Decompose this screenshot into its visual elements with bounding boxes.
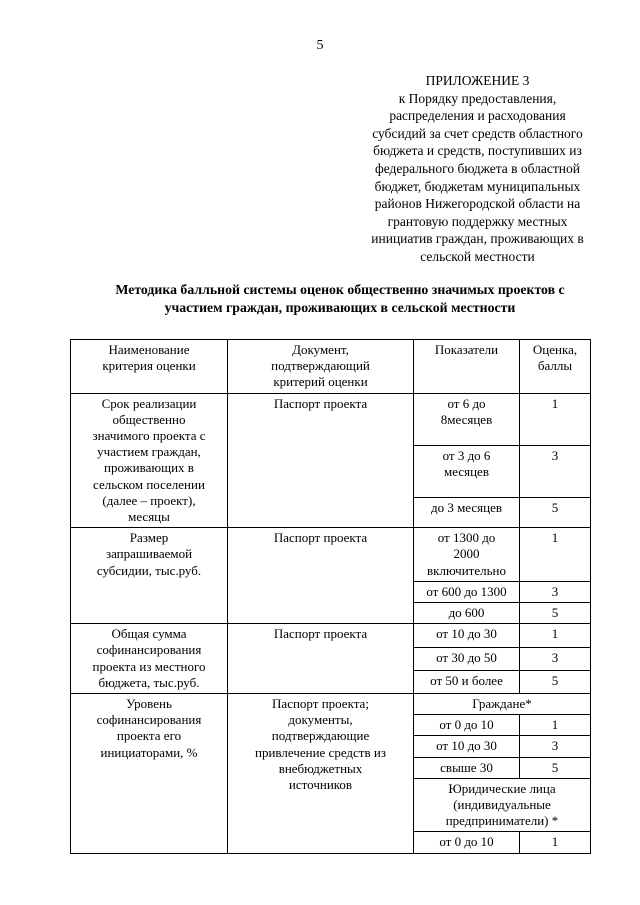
document-cell [228,393,414,528]
score-cell [520,757,591,778]
document-cell-line: источников [288,777,353,793]
indicator-cell-line: от 10 до 30 [436,738,497,754]
indicator-cell-line: месяцев [444,464,489,480]
indicator-cell-line: от 30 до 50 [436,649,497,665]
table-header-row [71,340,591,394]
score-cell [520,670,591,693]
score-cell [520,736,591,757]
header-score [520,340,591,394]
appendix-line: к Порядку предоставления, [398,90,557,106]
indicator-cell [414,647,520,670]
indicator-cell [414,757,520,778]
criteria-table [70,339,591,854]
header-criterion [71,340,228,394]
criterion-cell-line: Размер [129,530,169,546]
criterion-cell [71,624,228,694]
criterion-cell-line: инициаторами, % [100,744,198,760]
indicator-cell-line: свыше 30 [440,759,493,775]
indicator-cell [414,715,520,736]
document-cell-line: Паспорт проекта [273,530,368,546]
criterion-cell-line: запрашиваемой [105,546,193,562]
criterion-cell-line: проживающих в [104,460,194,476]
header-text: критерия оценки [102,358,196,374]
criterion-cell-line: значимого проекта с [92,428,206,444]
appendix-line: распределения и расходования [389,108,566,124]
title-line-2: участием граждан, проживающих в сельской местности [164,299,516,315]
indicator-cell-line: от 50 и более [430,672,503,688]
score-cell-line: 3 [551,738,559,754]
document-title [70,281,610,316]
criterion-cell-line: софинансирования [96,642,202,658]
score-cell-line: 1 [551,717,559,733]
criterion-cell-line: проекта его [116,728,182,744]
score-cell-line: 3 [551,649,559,665]
score-cell-line: 5 [551,672,559,688]
group-header-cell [414,778,591,832]
criterion-cell-line: субсидии, тыс.руб. [96,562,202,578]
appendix-line: районов Нижегородской области на [374,196,581,212]
score-cell [520,498,591,528]
appendix-line: сельской местности [420,248,535,264]
score-cell [520,581,591,602]
criterion-cell-line: сельском поселении [93,476,205,492]
header-text: критерий оценки [273,374,368,390]
indicator-cell-line: 8месяцев [440,411,493,427]
score-cell-line: 5 [551,759,559,775]
score-cell-line: 3 [551,583,559,599]
criterion-cell-line: месяцы [128,509,170,525]
document-cell-line: документы, [288,712,353,728]
table-row [71,694,591,715]
header-text: Оценка, [532,342,578,357]
document-cell-line: Паспорт проекта; [272,696,369,712]
score-cell-line: 1 [551,626,559,642]
document-cell-line: Паспорт проекта [273,395,368,411]
indicator-cell-line: от 3 до 6 [442,448,491,464]
appendix-line: грантовую поддержку местных [387,213,568,229]
document-cell-line: внебюджетных [278,760,363,776]
indicator-cell [414,832,520,853]
table-row [71,393,591,445]
indicator-cell [414,446,520,498]
criterion-cell [71,528,228,624]
indicator-cell-line: от 0 до 10 [439,717,494,733]
header-indicators [414,340,520,394]
title-line-1: Методика балльной системы оценок общественно значимых проектов с [115,282,565,297]
score-cell [520,446,591,498]
indicator-cell-line: от 600 до 1300 [426,583,507,599]
document-cell-line: привлечение средств из [255,744,386,760]
document-cell-line: Паспорт проекта [273,626,368,642]
header-document [228,340,414,394]
indicator-cell [414,498,520,528]
indicator-cell [414,528,520,582]
group-header-cell-line: предприниматели) * [445,813,559,829]
score-cell-line: 1 [551,834,559,850]
score-cell-line: 5 [551,605,559,621]
criterion-cell-line: проекта из местного [92,658,206,674]
appendix-line: федерального бюджета в областной [374,160,581,176]
score-cell [520,715,591,736]
header-text: подтверждающий [271,358,370,374]
appendix-line: бюджета и средств, поступивших из [373,143,582,159]
criterion-cell-line: бюджета, тыс.руб. [98,674,200,690]
criterion-cell-line: общественно [112,411,186,427]
header-text: баллы [537,358,573,374]
document-cell [228,528,414,624]
indicator-cell-line: включительно [427,562,506,578]
score-cell [520,832,591,853]
header-text: Наименование [108,342,190,357]
indicator-cell-line: от 10 до 30 [436,626,497,642]
group-header-cell-line: (индивидуальные [453,797,551,813]
criterion-cell-line: Срок реализации [101,395,197,411]
score-cell [520,603,591,624]
header-text: Документ, [292,342,349,357]
indicator-cell [414,393,520,445]
indicator-cell [414,581,520,602]
indicator-cell [414,736,520,757]
table-row [71,624,591,647]
indicator-cell-line: от 0 до 10 [439,834,494,850]
document-cell [228,624,414,694]
group-header-cell [414,694,591,715]
criterion-cell-line: Общая сумма [111,626,187,642]
score-cell-line: 5 [551,500,559,516]
score-cell-line: 1 [551,395,559,411]
document-cell [228,694,414,854]
group-header-cell-line: Граждане* [472,696,532,712]
appendix-line: инициатив граждан, проживающих в [371,231,584,247]
indicator-cell [414,603,520,624]
indicator-cell [414,624,520,647]
criterion-cell-line: софинансирования [96,712,202,728]
score-cell [520,528,591,582]
criterion-cell [71,694,228,854]
indicator-cell [414,670,520,693]
score-cell [520,393,591,445]
header-text: Показатели [434,342,499,357]
score-cell [520,647,591,670]
indicator-cell-line: от 1300 до [437,530,496,546]
appendix-header [345,72,610,266]
group-header-cell-line: Юридические лица [448,780,556,796]
appendix-line: ПРИЛОЖЕНИЕ 3 [425,73,530,88]
document-cell-line: подтверждающие [271,728,370,744]
appendix-line: субсидий за счет средств областного [372,125,583,141]
criterion-cell-line: участием граждан, [97,444,201,460]
indicator-cell-line: 2000 [453,546,480,562]
criterion-cell-line: (далее – проект), [102,492,196,508]
score-cell [520,624,591,647]
score-cell-line: 1 [551,530,559,546]
indicator-cell-line: до 600 [448,605,485,621]
criterion-cell-line: Уровень [126,696,172,712]
table-row [71,528,591,582]
appendix-line: бюджет, бюджетам муниципальных [374,178,581,194]
indicator-cell-line: до 3 месяцев [430,500,503,516]
criterion-cell [71,393,228,528]
page-number: 5 [316,38,324,53]
score-cell-line: 3 [551,448,559,464]
indicator-cell-line: от 6 до [447,395,486,411]
